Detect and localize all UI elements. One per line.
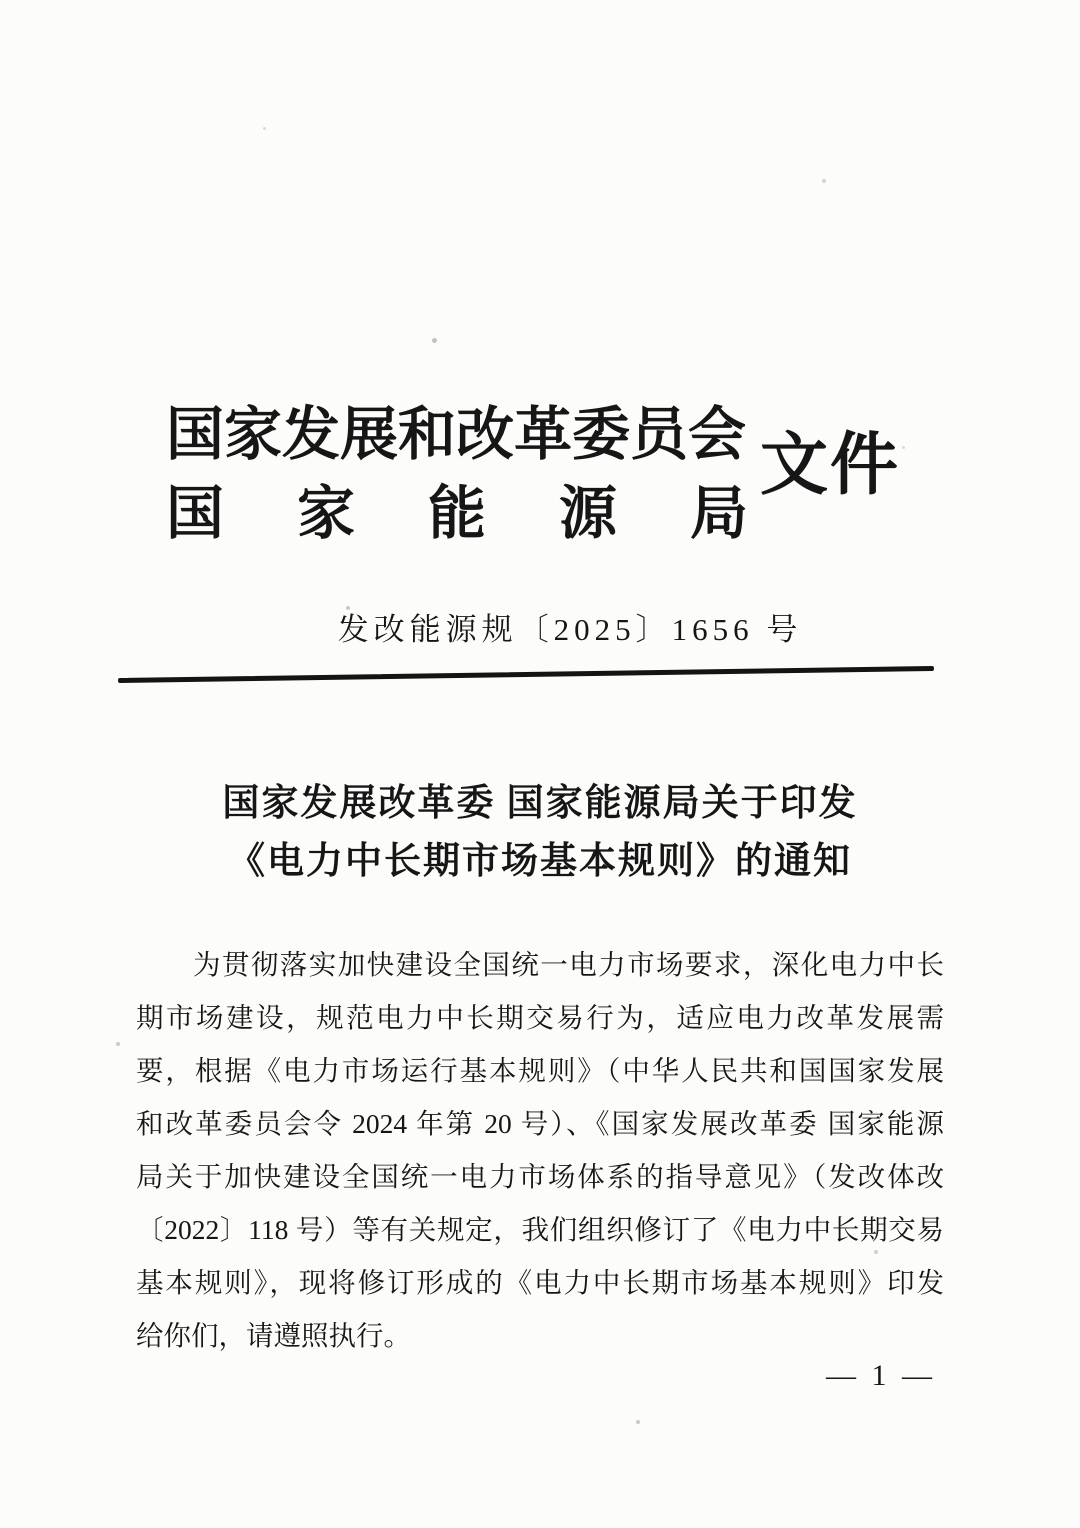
scan-speck (116, 1042, 120, 1046)
scan-speck (263, 127, 266, 130)
issuer-name-line2-char: 源 (558, 481, 617, 546)
scan-speck (346, 606, 350, 610)
scan-speck (432, 338, 437, 343)
doc-title-line1: 国家发展改革委 国家能源局关于印发 (222, 783, 858, 824)
body-line: 和改革委员会令 2024 年第 20 号）、《国家发展改革委 国家能源 (136, 1108, 944, 1139)
doc-title (140, 770, 940, 886)
body-line: 为贯彻落实加快建设全国统一电力市场要求，深化电力中长 (193, 949, 944, 980)
body-paragraph (136, 938, 944, 1362)
header-divider-rule (118, 666, 934, 683)
doc-number: 发改能源规〔2025〕1656 号 (337, 612, 803, 647)
issuer-name-line2-char: 局 (689, 481, 748, 546)
issuer-name-line1: 国家发展和改革委员会 (166, 402, 747, 467)
body-line: 给你们，请遵照执行。 (136, 1320, 411, 1351)
doc-type-label: 文件 (760, 427, 901, 503)
body-line: 基本规则》，现将修订形成的《电力中长期市场基本规则》印发 (136, 1267, 944, 1298)
letterhead (166, 400, 748, 552)
body-line: 期市场建设，规范电力中长期交易行为，适应电力改革发展需 (136, 1002, 944, 1033)
body-line: 〔2022〕118 号）等有关规定，我们组织修订了《电力中长期交易 (136, 1214, 944, 1245)
doc-title-line2: 《电力中长期市场基本规则》的通知 (228, 841, 852, 882)
scan-speck (636, 1420, 640, 1424)
issuer-name-line2 (166, 476, 748, 552)
issuer-name-line2-char: 能 (427, 481, 486, 546)
page-number: — 1 — (826, 1359, 936, 1392)
issuer-name-line2-char: 家 (296, 481, 355, 546)
body-line: 要，根据《电力市场运行基本规则》（中华人民共和国国家发展 (136, 1055, 944, 1086)
scan-speck (902, 446, 905, 449)
scan-speck (822, 179, 826, 183)
body-line: 局关于加快建设全国统一电力市场体系的指导意见》（发改体改 (136, 1161, 944, 1192)
scan-speck (874, 1250, 878, 1254)
issuer-name-line2-char: 国 (166, 481, 225, 546)
